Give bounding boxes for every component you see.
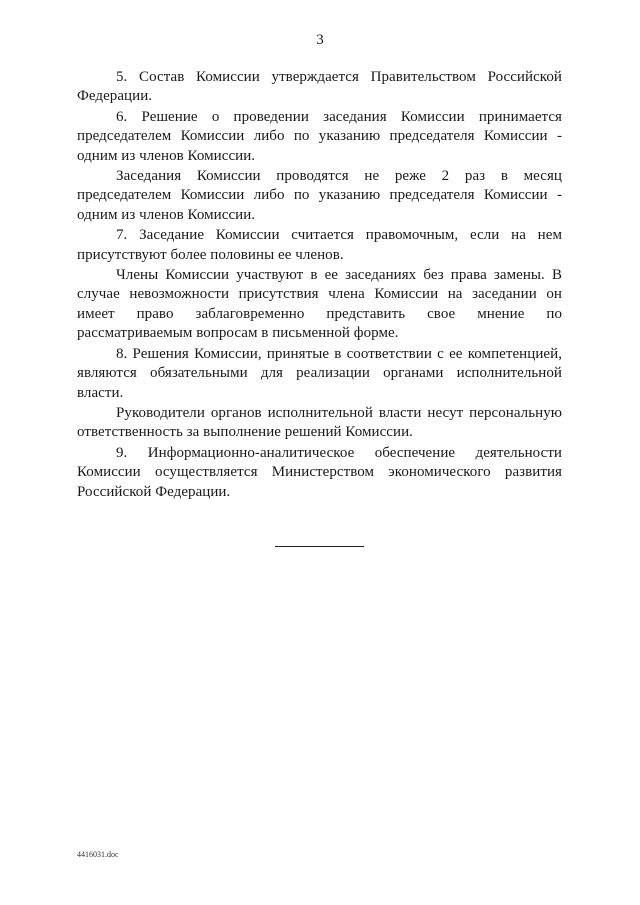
- document-file-code: 4416031.doc: [77, 850, 119, 859]
- end-separator-line: [275, 546, 364, 547]
- paragraph-7: 7. Заседание Комиссии считается правомочным, если на нем присутствуют более половины ее членов.: [77, 227, 562, 263]
- paragraph-9: 9. Информационно-аналитическое обеспечение деятельности Комиссии осуществляется Министерством экономического развития Российской Федерации.: [77, 444, 562, 500]
- paragraph-8-responsibility: Руководители органов исполнительной власти несут персональную ответственность за выполнение решений Комиссии.: [77, 404, 562, 441]
- paragraph-7-members: Члены Комиссии участвуют в ее заседаниях без права замены. В случае невозможности присутствия члена Комиссии на заседании он имеет право заблаговременно представить свое мнение по рассматриваемым вопросам в письменной форме.: [77, 267, 562, 342]
- paragraph-6-meetings: Заседания Комиссии проводятся не реже 2 раз в месяц председателем Комиссии либо по указанию председателя Комиссии - одним из членов Комиссии.: [77, 168, 562, 223]
- paragraph-6: 6. Решение о проведении заседания Комиссии принимается председателем Комиссии либо по указанию председателя Комиссии - одним из членов Комиссии.: [77, 108, 562, 164]
- paragraph-5: 5. Состав Комиссии утверждается Правительством Российской Федерации.: [77, 69, 562, 105]
- page-number: 3: [316, 32, 324, 48]
- document-body: [77, 68, 562, 503]
- paragraph-8: 8. Решения Комиссии, принятые в соответствии с ее компетенцией, являются обязательными для реализации органами исполнительной власти.: [77, 345, 562, 401]
